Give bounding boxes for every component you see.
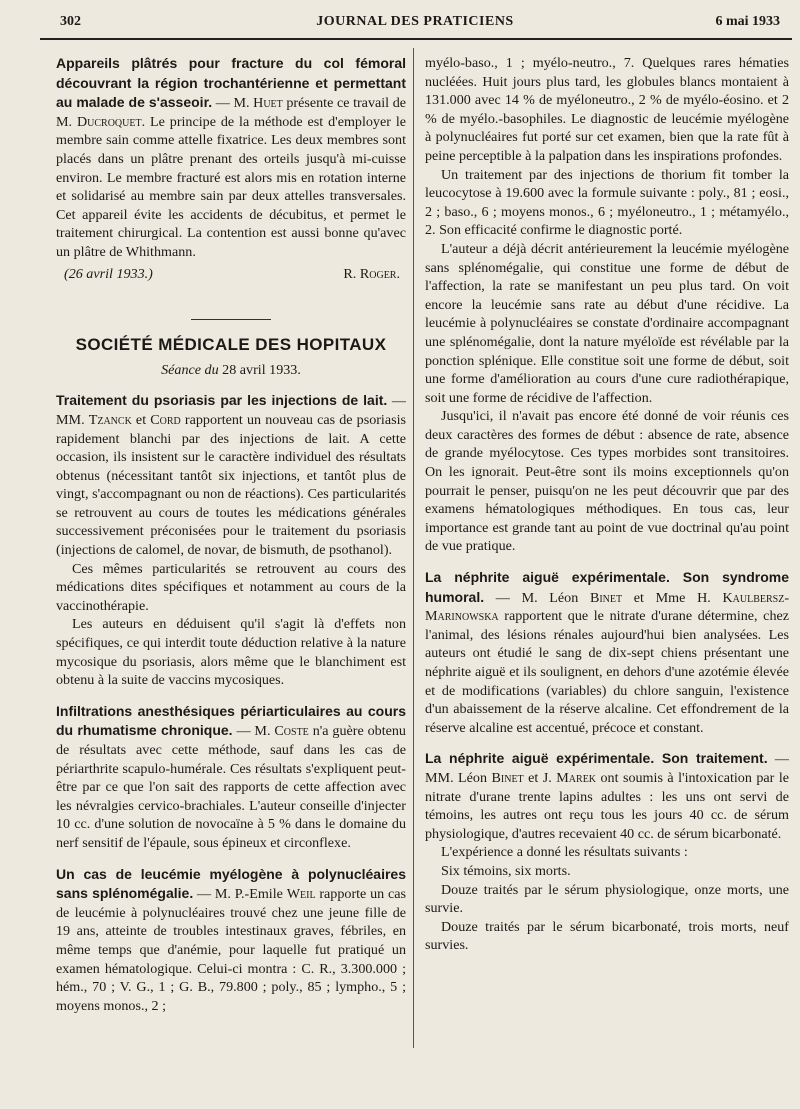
signature-line (56, 265, 406, 284)
society-heading: SOCIÉTÉ MÉDICALE DES HOPITAUX (75, 335, 387, 355)
author-name: Weil (286, 886, 316, 903)
article-psoriasis (56, 391, 406, 690)
author-name: Huet (253, 95, 283, 112)
article-text: La néphrite aiguë expérimentale. Son traitement. — MM. Léon Binet et J. Marek ont soumis à l'intoxication par le nitrate d'urane trente lapins adultes : les uns ont servi de témoins, les autres ont reçu tous les jours 40 cc. de sérum physiologique, d'autres recevaient 40 cc. de sérum bicarbonaté. (425, 750, 789, 842)
article-text: La néphrite aiguë expérimentale. Son syndrome humoral. — M. Léon Binet et Mme H. Kaulbersz-Marinowska rapportent que le nitrate d'urane détermine, chez l'animal, des lésions rénales aujourd'hui bien analysées. Les auteurs ont étudié le sang de dix-sept chiens présentant une néphrite aiguë et ils soulignent, en dehors d'une azotémie élevée et de modifications (variables) du chlore sanguin, l'existence d'un abaissement de la réserve alcaline. Cet effondrement de la réserve alcaline est accentué, précoce et constant. (425, 569, 789, 736)
author-name: Binet (491, 769, 524, 786)
section-separator (191, 319, 271, 320)
article-platre (56, 54, 406, 283)
article-title: La néphrite aiguë expérimentale. Son traitement. (425, 750, 768, 767)
paragraph: Ces mêmes particularités se retrouvent au cours des médications dites spécifiques et notamment au cours de la vaccinothérapie. (56, 560, 406, 614)
article-text: Infiltrations anesthésiques périarticulaires au cours du rhumatisme chronique. — M. Coste n'a guère obtenu de résultats avec cette méthode, sauf dans les cas de périarthrite scapulo-humérale. Ces résultats s'expliquent peut-être par ce que l'on sait des rapports de cette affection avec les névralgies cervico-brachiales. L'auteur conseille d'injecter 10 cc. d'une solution de novocaïne à 5 % dans le domaine du nerf sensitif de l'épaule, sous épineux et circonflexe. (56, 702, 406, 851)
article-infiltrations (56, 702, 406, 853)
paragraph: myélo-baso., 1 ; myélo-neutro., 7. Quelques rares hématies nucléées. Huit jours plus tard, les globules blancs montaient à 131.000 avec 14 % de myéloneutro., 2 % de myélo-éosino. et 2 % de myélo.-basophiles. Le diagnostic de leucémie myélogène à polynucléaires fut porté sur cet examen, bien que la rate fût à peine perceptible à la palpation dans les inspirations profondes. (425, 55, 789, 164)
article-text: Un cas de leucémie myélogène à polynucléaires sans splénomégalie. — M. P.-Emile Weil rapporte un cas de leucémie à polynucléaires trouvé chez une jeune fille de 19 ans, atteinte de troubles intestinaux graves, fébriles, en même temps que d'anémie, pour laquelle fut pratiqué un examen hématologique. Celui-ci montra : C. R., 3.300.000 ; hém., 70 ; V. G., 1 ; G. B., 79.800 ; poly., 85 ; lympho., 5 ; moyens monos., 2 ; (56, 865, 406, 1014)
page-header (40, 14, 790, 36)
author-name: Tzanck (88, 411, 132, 428)
article-text: Traitement du psoriasis par les injections de lait. — MM. Tzanck et Cord rapportent un nouveau cas de psoriasis rapidement blanchi par des injections de lait. A cette occasion, ils insistent sur le caractère individuel des résultats obtenus (nécessitant tantôt six injections, et tantôt plus de vingt, s'accompagnant ou non de réactions). Ces particularités se retrouvent au cours de toutes les médications générales successivement préconisées pour le traitement du psoriasis (injections de calomel, de novar, de bismuth, de psothanol). (56, 392, 407, 559)
paragraph: Six témoins, six morts. (441, 862, 571, 879)
page-number: 302 (60, 14, 81, 29)
session-date: Séance du 28 avril 1933. (161, 361, 301, 378)
paragraph: L'auteur a déjà décrit antérieurement la leucémie myélogène sans splénomégalie, qui constitue une forme de début de l'affection, la rate se manifestant un peu plus tard. On voit encore la leucémie sans rate au début d'une récidive. La leucémie à polynucléaires se constate d'ordinaire accompagnant une splénomégalie, dont la nature myéloïde est révélable par la ponction splénique. Elle constitue soit une forme de début, soit une forme d'amélioration au cours d'une cure radiothérapique, soit une forme de récidive de l'affection. (425, 240, 789, 406)
paragraph: Les auteurs en déduisent qu'il s'agit là d'effets non spécifiques, ce qui interdit toute déduction relative à la nature mycosique du psoriasis, alors même que le blanchiment est obtenu à la suite de vaccins mycosiques. (56, 616, 406, 689)
paragraph: Douze traités par le sérum physiologique, onze morts, une survie. (425, 881, 789, 917)
right-column (425, 54, 789, 955)
journal-title: JOURNAL DES PRATICIENS (316, 14, 514, 29)
article-nephrite-humoral (425, 568, 789, 737)
article-title: Traitement du psoriasis par les injections de lait. (56, 392, 388, 409)
signature: R. Roger. (343, 265, 400, 282)
article-title: Appareils plâtrés pour fracture du col fémoral découvrant la région trochantérienne et permettant au malade de s'asseoir. (56, 55, 406, 111)
article-title: La néphrite aiguë expérimentale. Son syndrome humoral. (425, 569, 789, 605)
paragraph: Douze traités par le sérum bicarbonaté, trois morts, neuf survies. (425, 918, 789, 954)
author-name: Ducroquet (76, 113, 142, 130)
author-name: Kaulbersz-Marinowska (425, 589, 789, 625)
column-divider (413, 48, 414, 1048)
article-text: Appareils plâtrés pour fracture du col fémoral découvrant la région trochantérienne et permettant au malade de s'asseoir. — M. Huet présente ce travail de M. Ducroquet. Le principe de la méthode est d'employer le membre sain comme attelle fixatrice. Les deux membres sont placés dans un plâtre prenant des orteils jusqu'à mi-cuisse environ. Le membre fracturé est alors mis en rotation interne et solidarisé au membre sain par deux attelles transversales. Cet appareil évite les accidents de décubitus, et permet le traitement chirurgical. La contention est aussi bonne qu'avec un plâtre de Whithmann. (56, 55, 406, 260)
issue-date: 6 mai 1933 (715, 14, 780, 29)
header-rule (40, 38, 792, 40)
author-name: Cord (150, 411, 181, 428)
author-name: Binet (589, 589, 623, 606)
article-date: (26 avril 1933.) (64, 265, 153, 282)
paragraph: Un traitement par des injections de thorium fit tomber la leucocytose à 19.600 avec la formule suivante : poly., 81 ; eosi., 2 ; baso., 6 ; moyens monos., 6 ; myéloneutro., 1 ; métamyélo., 2. Son efficacité confirme le diagnostic porté. (425, 166, 789, 239)
article-leucemie (56, 865, 406, 1016)
paragraph: Jusqu'ici, il n'avait pas encore été donné de voir réunis ces deux caractères des formes de début : absence de rate, absence de grande myélocytose. Ces types morbides sont transitoires. On les ignorait. Peut-être sont ils moins exceptionnels qu'on pourrait le penser, puisqu'on ne les peut découvrir que par des examens hématologiques méthodiques. En tous cas, leur importance est grande tant au point de vue doctrinal qu'au point de vue pratique. (425, 408, 789, 555)
article-title: Infiltrations anesthésiques périarticulaires au cours du rhumatisme chronique. (56, 702, 406, 739)
paragraph: L'expérience a donné les résultats suivants : (441, 844, 688, 861)
article-title: Un cas de leucémie myélogène à polynucléaires sans splénomégalie. (56, 865, 406, 902)
author-name: Marek (556, 769, 597, 786)
author-name: Coste (274, 723, 309, 740)
article-nephrite-traitement (425, 749, 789, 955)
left-column (56, 54, 406, 1015)
